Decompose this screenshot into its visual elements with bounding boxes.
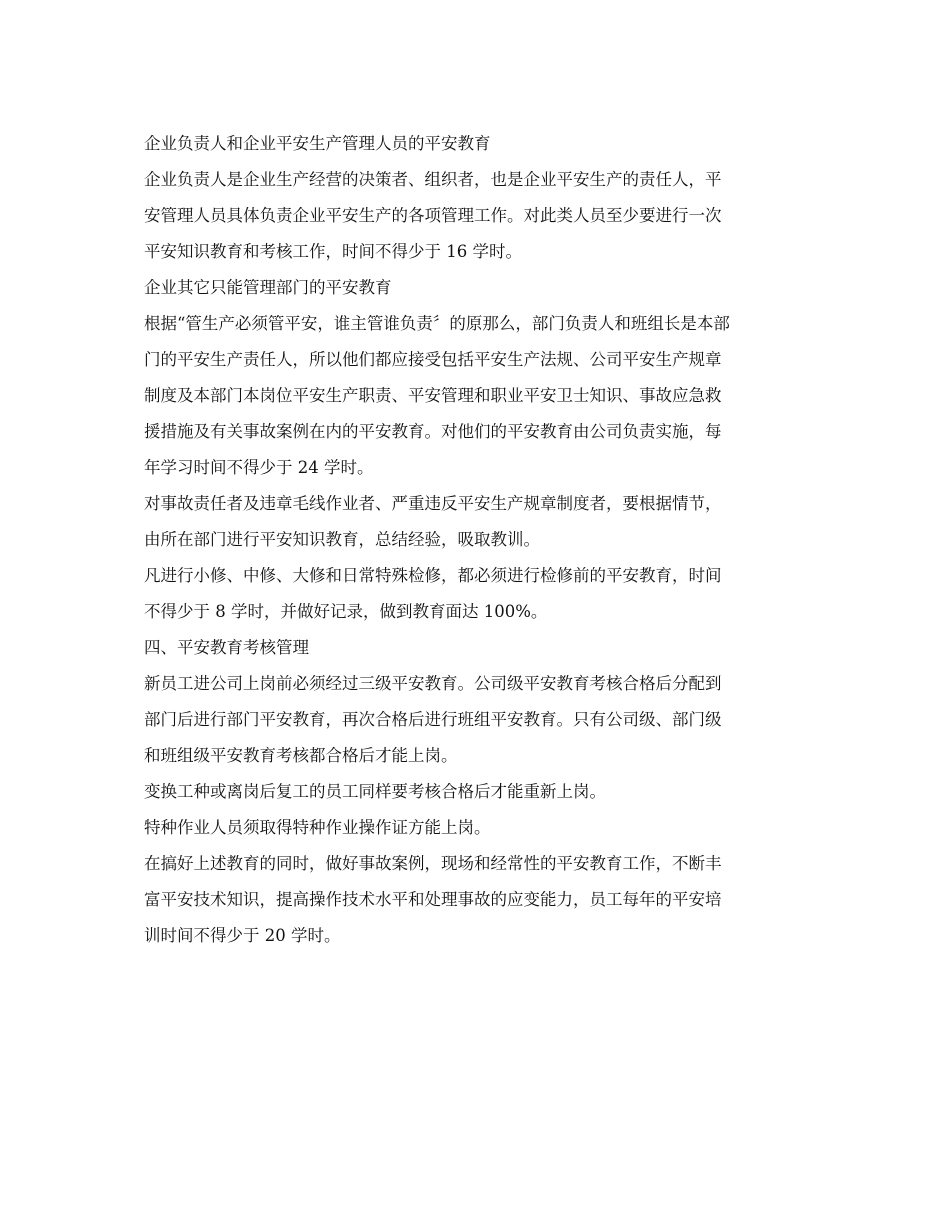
text-line: 根据“管生产必须管平安，谁主管谁负责〞的原那么，部门负责人和班组长是本部 xyxy=(144,314,730,333)
text-line: 富平安技术知识，提高操作技术水平和处理事故的应变能力，员工每年的平安培 xyxy=(144,890,722,909)
paragraph xyxy=(144,270,808,306)
text-line: 训时间不得少于 20 学时。 xyxy=(144,926,341,945)
text-line: 援措施及有关事故案例在内的平安教育。对他们的平安教育由公司负责实施，每 xyxy=(144,422,722,441)
document-body xyxy=(144,126,808,954)
text-line: 平安知识教育和考核工作，时间不得少于 16 学时。 xyxy=(144,242,522,261)
text-line: 企业负责人是企业生产经营的决策者、组织者，也是企业平安生产的责任人，平 xyxy=(144,170,722,189)
paragraph xyxy=(144,558,808,630)
text-line: 门的平安生产责任人，所以他们都应接受包括平安生产法规、公司平安生产规章 xyxy=(144,350,722,369)
paragraph xyxy=(144,486,808,558)
text-line: 不得少于 8 学时，并做好记录，做到教育面达 100%。 xyxy=(144,602,548,621)
text-line: 部门后进行部门平安教育，再次合格后进行班组平安教育。只有公司级、部门级 xyxy=(144,710,722,729)
text-line: 安管理人员具体负责企业平安生产的各项管理工作。对此类人员至少要进行一次 xyxy=(144,206,722,225)
paragraph xyxy=(144,306,808,486)
paragraph xyxy=(144,810,808,846)
paragraph xyxy=(144,846,808,954)
text-line: 凡进行小修、中修、大修和日常特殊检修，都必须进行检修前的平安教育，时间 xyxy=(144,566,722,585)
text-line: 和班组级平安教育考核都合格后才能上岗。 xyxy=(144,746,458,765)
paragraph xyxy=(144,126,808,162)
text-line: 年学习时间不得少于 24 学时。 xyxy=(144,458,374,477)
text-line: 在搞好上述教育的同时，做好事故案例，现场和经常性的平安教育工作，不断丰 xyxy=(144,854,722,873)
text-line: 由所在部门进行平安知识教育，总结经验，吸取教训。 xyxy=(144,530,540,549)
paragraph xyxy=(144,774,808,810)
paragraph xyxy=(144,630,808,666)
text-line: 对事故责任者及违章毛线作业者、严重违反平安生产规章制度者，要根据情节， xyxy=(144,494,722,513)
text-line: 企业其它只能管理部门的平安教育 xyxy=(144,278,392,297)
text-line: 特种作业人员须取得特种作业操作证方能上岗。 xyxy=(144,818,491,837)
text-line: 企业负责人和企业平安生产管理人员的平安教育 xyxy=(144,134,491,153)
text-line: 四、平安教育考核管理 xyxy=(144,638,309,657)
text-line: 新员工进公司上岗前必须经过三级平安教育。公司级平安教育考核合格后分配到 xyxy=(144,674,722,693)
text-line: 制度及本部门本岗位平安生产职责、平安管理和职业平安卫士知识、事故应急救 xyxy=(144,386,722,405)
paragraph xyxy=(144,162,808,270)
text-line: 变换工种或离岗后复工的员工同样要考核合格后才能重新上岗。 xyxy=(144,782,606,801)
paragraph xyxy=(144,666,808,774)
